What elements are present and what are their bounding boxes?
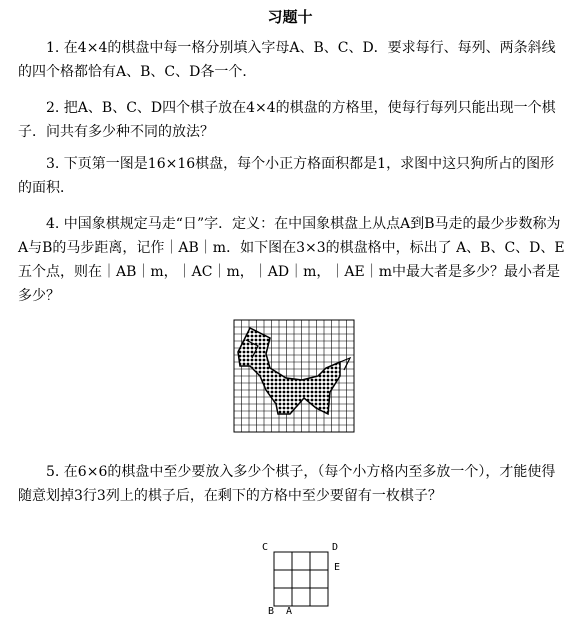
problem-3: 3. 下页第一图是16×16棋盘，每个小正方格面积都是1，求图中这只狗所占的图形的面积．: [18, 156, 555, 196]
problem-4: 4. 中国象棋规定马走“日”字．定义：在中国象棋盘上从点A到B马走的最少步数称为A与B的马步距离，记作｜AB｜m．如下图在3×3的棋盘格中，标出了 A、B、C、D、E五个点，则在｜AB｜m，｜AC｜m，｜AD｜m，｜AE｜m中最大者是多少？最小者是多少？: [18, 216, 565, 304]
board-label-d: D: [332, 542, 339, 553]
board-label-e: E: [334, 562, 341, 573]
dog-grid-figure: [230, 318, 358, 436]
board-label-b: B: [268, 606, 275, 617]
problem-5: 5. 在6×6的棋盘中至少要放入多少个棋子，（每个小方格内至多放一个），才能使得随意划掉3行3列上的棋子后，在剩下的方格中至少要留有一枚棋子？: [18, 464, 556, 504]
problem-1: 1. 在4×4的棋盘中每一格分别填入字母A、B、C、D．要求每行、每列、两条斜线的四个格都恰有A、B、C、D各一个．: [18, 40, 556, 80]
board-label-c: C: [262, 542, 269, 553]
board-label-a: A: [286, 606, 293, 617]
page-title: 习题十: [267, 8, 313, 26]
problem-2: 2. 把A、B、C、D四个棋子放在4×4的棋盘的方格里，使每行每列只能出现一个棋子．问共有多少种不同的放法？: [18, 100, 556, 140]
